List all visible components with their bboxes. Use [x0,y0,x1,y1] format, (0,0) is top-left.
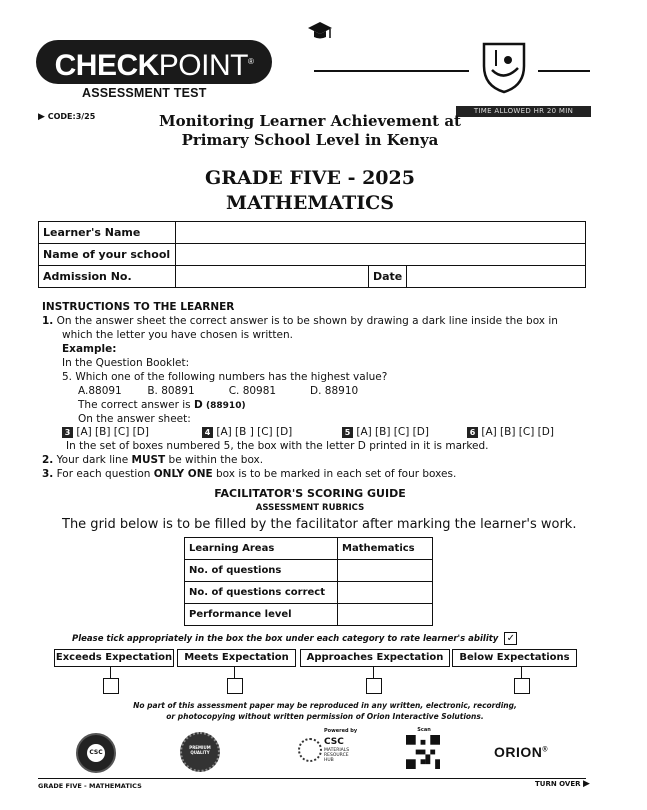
copyright-line-2: or photocopying without written permission of Orion Interactive Solutions. [166,712,484,721]
exam-subtitle [150,112,470,150]
connector-line [234,666,235,678]
shield-emblem-icon [474,40,534,95]
date-label: Date [369,266,407,288]
header-rule-left [314,70,469,72]
booklet-label: In the Question Booklet: [62,357,190,369]
option-b: B. 80891 [147,385,195,397]
rubrics-title: ASSESSMENT RUBRICS [255,503,365,513]
answer-set-6 [467,426,592,439]
school-name-field[interactable] [176,244,586,266]
set-note: In the set of boxes numbered 5, the box with the letter D printed in it is marked. [66,440,489,452]
tick-instruction [72,632,517,645]
learner-info-table [38,221,586,288]
csc-sub-2: RESOURCE [324,753,349,758]
instruction-2-pre: Your dark line [56,454,132,466]
scan-label: Scan [417,727,431,733]
instruction-2 [42,454,263,467]
learner-name-field[interactable] [176,222,586,244]
tick-box-approaches[interactable] [366,678,382,694]
paper-code-text: CODE:3/25 [47,112,96,121]
instruction-3-bold: ONLY ONE [153,468,213,480]
connector-line [110,666,111,678]
answer-sheet-label: On the answer sheet: [78,413,191,425]
set-number-box: 5 [342,427,353,438]
instruction-1-text: On the answer sheet the correct answer is to be shown by drawing a dark line inside the box in [56,315,558,327]
csc-seal-text: CSC [87,744,105,762]
learner-name-label: Learner's Name [39,222,176,244]
grade-title: GRADE FIVE - 2025 [205,167,415,189]
grid-note: The grid below is to be filled by the facilitator after marking the learner's work. [62,517,577,532]
premium-quality-seal [180,732,220,772]
connector-line [373,666,374,678]
play-arrow-icon: ▶ [582,779,590,789]
scoring-row-value[interactable] [338,582,433,604]
scoring-row-value[interactable] [338,604,433,626]
level-meets: Meets Expectation [177,649,296,667]
scoring-table [184,537,433,626]
instruction-2-post: be within the box. [165,454,264,466]
answer-set-5 [342,426,467,439]
tick-instruction-text: Please tick appropriately in the box the box under each category to rate learner's ability [72,634,499,644]
instruction-1 [42,315,587,328]
correct-answer-prefix: The correct answer is [78,399,194,411]
sample-options [78,385,398,398]
logo-light-text: POINT [158,49,248,82]
copyright-notice [60,700,590,722]
checkpoint-logo [36,40,272,84]
premium-seal-text: PREMIUM QUALITY [189,745,211,755]
subtitle-line-1: Monitoring Learner Achievement at [159,112,461,130]
play-arrow-icon: ▶ [38,112,45,122]
csc-seal-logo [76,733,116,773]
answer-set-3 [62,426,202,439]
option-a: A.88091 [78,385,122,397]
paper-code [38,112,95,122]
orion-logo [494,744,548,760]
logo-bold-text: CHECK [54,49,159,82]
tick-box-exceeds[interactable] [103,678,119,694]
instruction-3 [42,468,456,481]
csc-sub-3: HUB [324,758,334,763]
csc-sub-1: MATERIALS [324,748,350,753]
footer-rule [38,778,586,779]
scoring-guide-title: FACILITATOR'S SCORING GUIDE [214,487,406,500]
date-field[interactable] [407,266,586,288]
csc-hub-icon [298,738,322,762]
powered-by-label: Powered by [324,728,358,734]
footer-left: GRADE FIVE - MATHEMATICS [38,782,142,790]
connector-line [521,666,522,678]
learning-areas-header: Learning Areas [185,538,338,560]
correct-answer-line [78,399,246,413]
orion-reg-mark: ® [542,746,549,754]
correct-answer-letter: D [193,399,203,411]
time-allowed-banner: TIME ALLOWED HR 20 MIN [456,106,591,117]
graduation-cap-icon [306,20,334,42]
set-number-box: 3 [62,427,73,438]
set-number-box: 4 [202,427,213,438]
level-below: Below Expectations [452,649,577,667]
subject-title: MATHEMATICS [226,192,394,214]
turn-over-label [535,779,590,789]
checkmark-icon: ✓ [504,632,517,645]
instructions-title: INSTRUCTIONS TO THE LEARNER [42,301,235,313]
scoring-row-label: Performance level [185,604,338,626]
copyright-line-1: No part of this assessment paper may be reproduced in any written, electronic, recording, [133,701,517,710]
admission-label: Admission No. [39,266,176,288]
set-options: [A] [B ] [C] [D] [216,426,293,438]
level-approaches: Approaches Expectation [300,649,450,667]
logo-reg-mark: ® [247,57,254,66]
instruction-2-bold: MUST [131,454,166,466]
level-exceeds: Exceeds Expectation [54,649,174,667]
assessment-test-label: ASSESSMENT TEST [82,86,207,100]
set-options: [A] [B] [C] [D] [356,426,429,438]
scoring-row-label: No. of questions [185,560,338,582]
instruction-2-num: 2. [42,454,54,466]
instruction-3-num: 3. [42,468,54,480]
option-d: D. 88910 [310,385,359,397]
tick-box-meets[interactable] [227,678,243,694]
school-name-label: Name of your school [39,244,176,266]
header-rule-right [538,70,590,72]
scoring-row-value[interactable] [338,560,433,582]
admission-field[interactable] [176,266,369,288]
csc-hub-logo [296,728,366,773]
csc-hub-name: CSC [324,737,344,747]
set-options: [A] [B] [C] [D] [76,426,149,438]
option-c: C. 80981 [228,385,277,397]
sample-question: 5. Which one of the following numbers has the highest value? [62,371,388,383]
correct-answer-value: (88910) [206,401,246,411]
turn-over-text: TURN OVER [535,780,581,788]
instruction-3-pre: For each question [56,468,154,480]
csc-hub-sub [324,748,349,763]
instruction-3-post: box is to be marked in each set of four boxes. [212,468,457,480]
orion-logo-text: ORION [494,744,543,760]
instruction-1-num: 1. [42,315,54,327]
subtitle-line-2: Primary School Level in Kenya [181,131,439,149]
set-options: [A] [B] [C] [D] [481,426,554,438]
answer-set-4 [202,426,342,439]
example-label: Example: [62,343,117,355]
mathematics-header: Mathematics [338,538,433,560]
scoring-row-label: No. of questions correct [185,582,338,604]
qr-code-block [406,727,442,769]
answer-sheet-example [62,426,592,439]
set-number-box: 6 [467,427,478,438]
instruction-1-cont: which the letter you have chosen is written. [62,329,293,341]
tick-box-below[interactable] [514,678,530,694]
qr-code-icon [406,735,440,769]
